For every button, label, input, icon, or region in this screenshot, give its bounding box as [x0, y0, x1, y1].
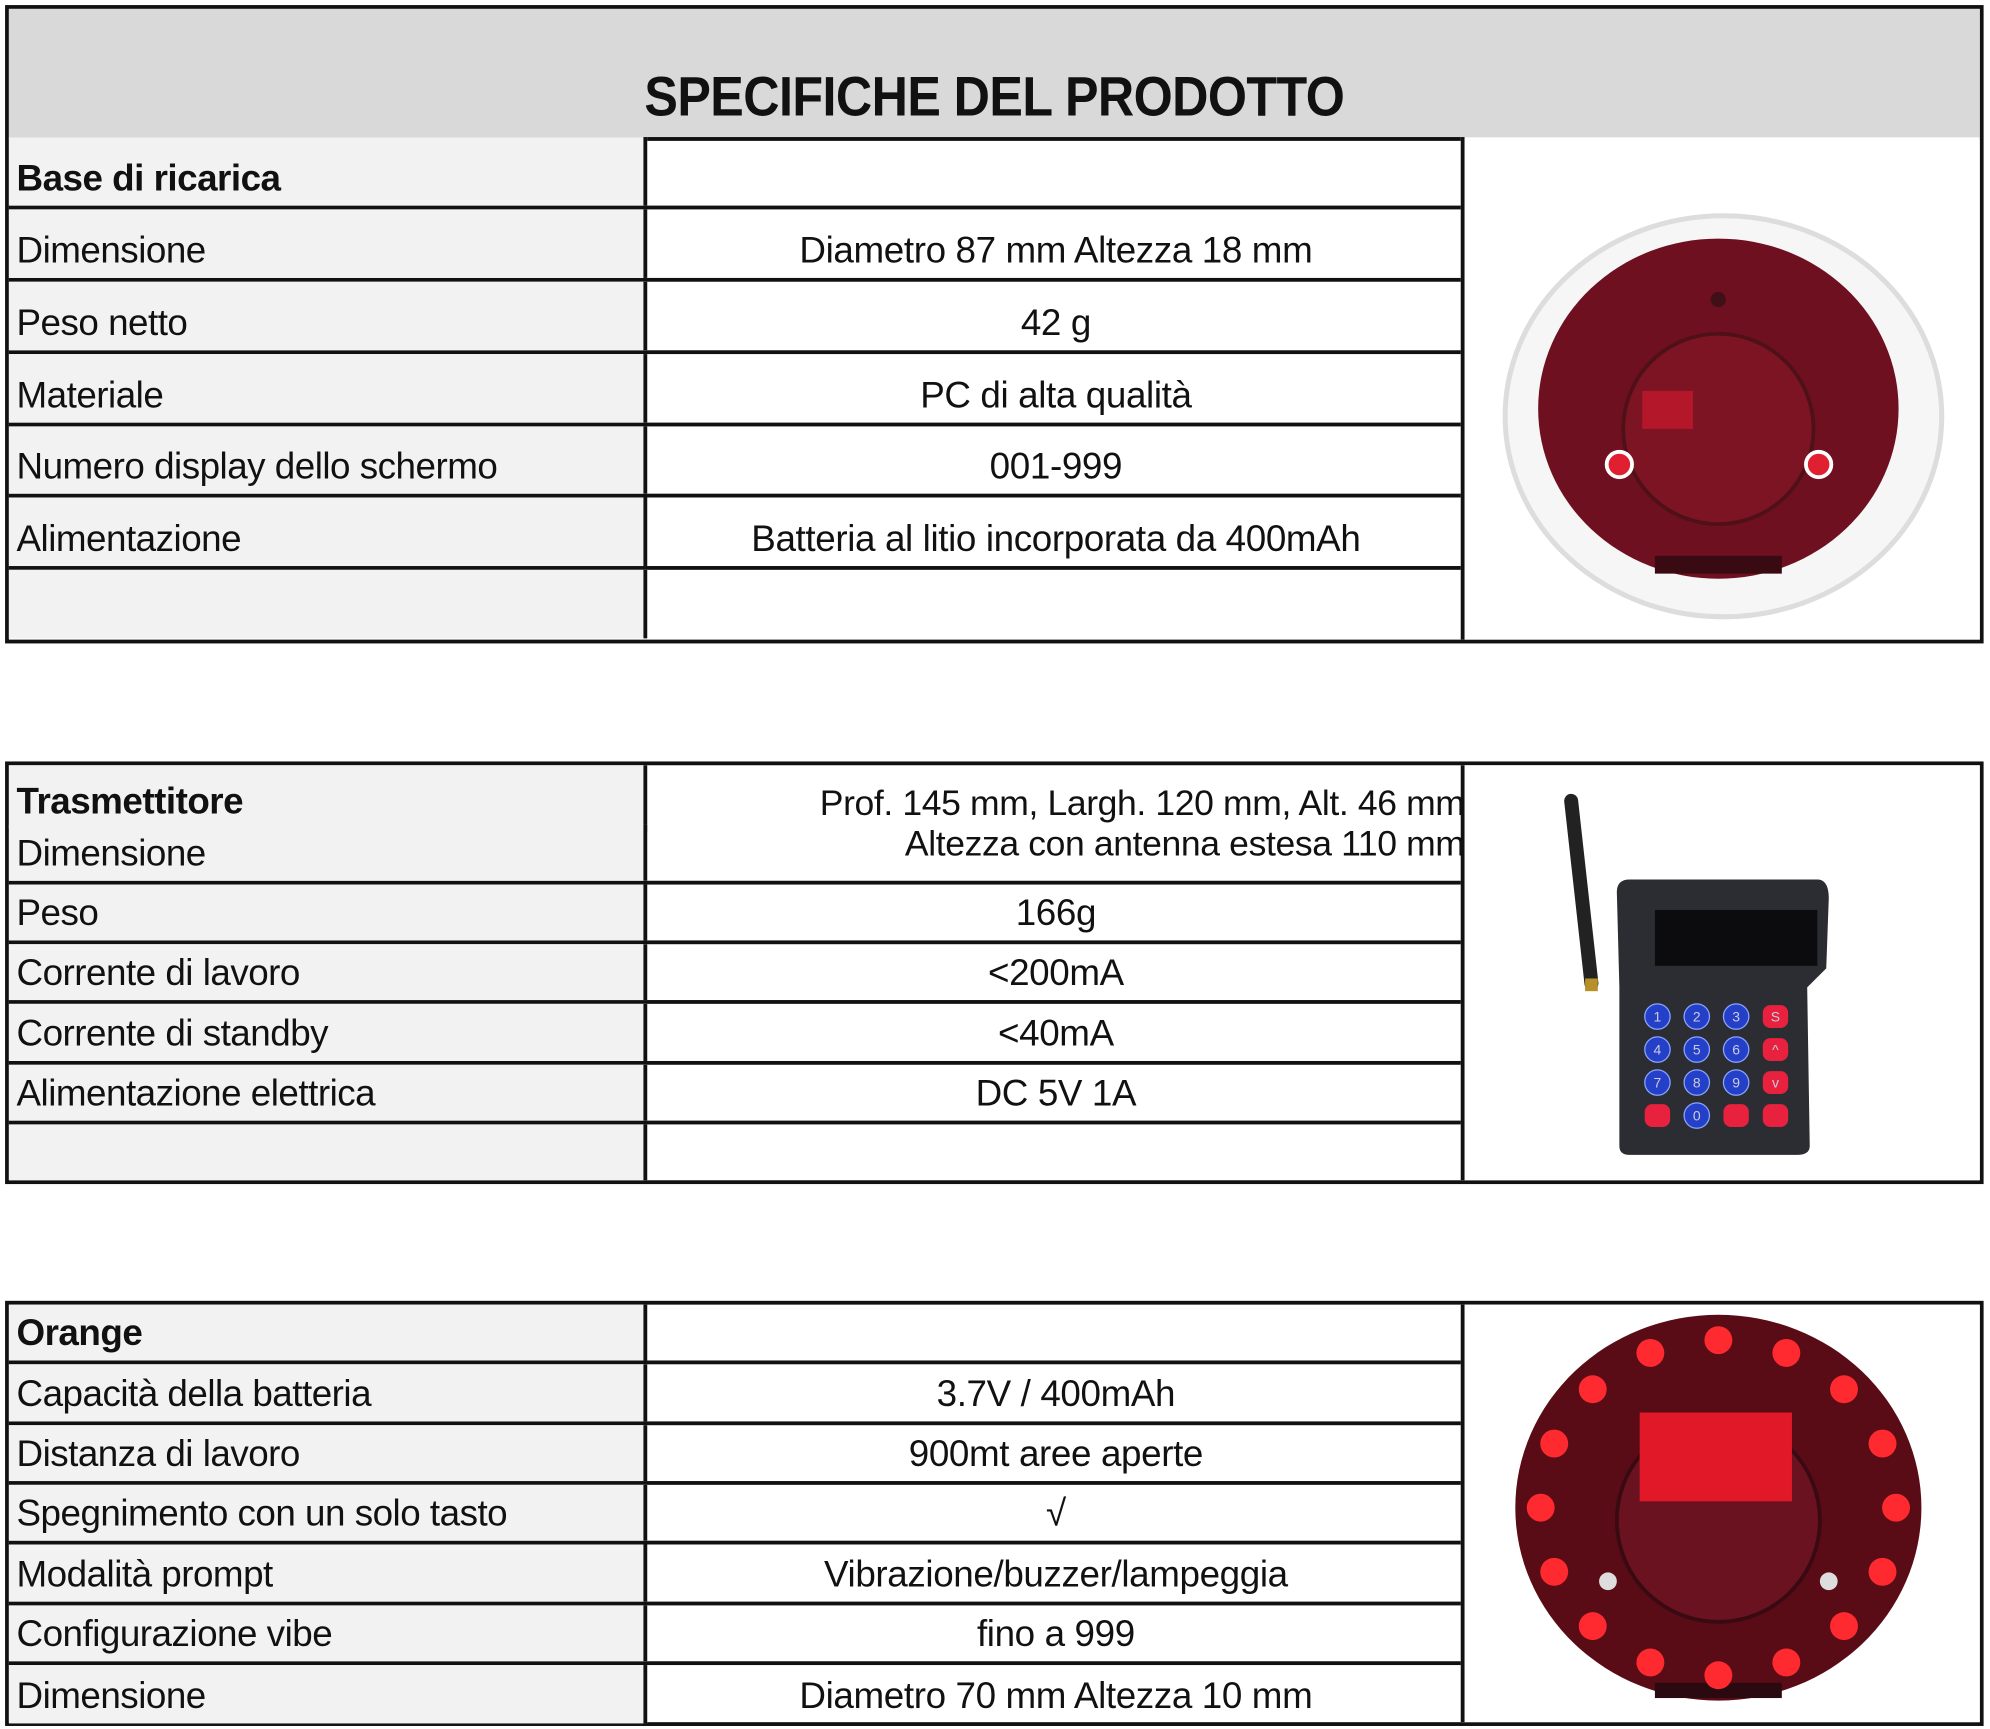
spec-value: √ — [1045, 1493, 1066, 1535]
spec-label: Dimensione — [9, 209, 647, 278]
spec-label: Trasmettitore — [9, 765, 647, 828]
spec-value: <200mA — [987, 953, 1124, 994]
table-row — [9, 282, 1465, 354]
table-row — [9, 1485, 1465, 1545]
led-icon — [1636, 1339, 1664, 1367]
led-icon — [1830, 1375, 1858, 1403]
led-icon — [1579, 1375, 1607, 1403]
led-icon — [1772, 1649, 1800, 1677]
spec-value — [647, 765, 1464, 888]
keypad-key-label: 4 — [1653, 1041, 1662, 1058]
keypad-key — [1763, 1005, 1788, 1028]
pager-image — [1461, 1305, 1980, 1723]
table-row — [9, 1004, 1465, 1065]
pager-photo-icon — [1465, 1305, 1984, 1723]
keypad-key — [1645, 1004, 1670, 1029]
spec-table-pager — [5, 1301, 1984, 1726]
table-row — [9, 1364, 1465, 1425]
table-row — [9, 426, 1465, 497]
spec-value-line: Altezza con antenna estesa 110 mm — [904, 823, 1465, 863]
spec-label: Dimensione — [9, 825, 647, 881]
spec-value — [647, 137, 1464, 206]
table-row — [9, 1305, 1465, 1365]
spec-label — [9, 1124, 647, 1180]
spec-value-line: Prof. 145 mm, Largh. 120 mm, Alt. 46 mm — [819, 783, 1465, 823]
spec-table-charging-base — [5, 5, 1984, 643]
spec-label: Peso netto — [9, 282, 647, 351]
keypad-key — [1684, 1103, 1709, 1128]
keypad-key-label: v — [1771, 1074, 1779, 1091]
table-row — [9, 1665, 1465, 1723]
spec-value: DC 5V 1A — [975, 1073, 1137, 1115]
keypad-key — [1723, 1037, 1748, 1062]
keypad-key-label: ^ — [1772, 1041, 1779, 1058]
keypad-key — [1645, 1070, 1670, 1095]
spec-label: Numero display dello schermo — [9, 426, 647, 493]
table-row — [9, 209, 1465, 281]
charging-base-image — [1461, 137, 1980, 640]
spec-value: <40mA — [998, 1014, 1114, 1055]
spec-value: Diametro 87 mm Altezza 18 mm — [799, 230, 1313, 272]
led-icon — [1579, 1612, 1607, 1640]
spec-label: Modalità prompt — [9, 1544, 647, 1601]
table-row — [9, 137, 1465, 209]
table-row — [9, 1605, 1465, 1665]
keypad-key-label: 9 — [1732, 1074, 1741, 1091]
spec-value: 900mt aree aperte — [908, 1434, 1204, 1475]
table-row — [9, 1544, 1465, 1605]
led-icon — [1540, 1558, 1568, 1586]
led-icon — [1869, 1430, 1897, 1458]
spec-label: Base di ricarica — [9, 137, 647, 206]
spec-value: 42 g — [1020, 303, 1091, 344]
spec-label: Corrente di standby — [9, 1004, 647, 1061]
spec-value — [647, 1305, 1464, 1361]
keypad-key-label: 5 — [1692, 1041, 1701, 1058]
keypad-key — [1763, 1104, 1788, 1127]
led-icon — [1869, 1558, 1897, 1586]
led-icon — [1704, 1661, 1732, 1689]
table-row — [9, 570, 1465, 639]
spec-value — [647, 1124, 1464, 1180]
keypad-key-label: 8 — [1692, 1074, 1701, 1091]
spec-label: Peso — [9, 885, 647, 941]
spec-table-transmitter — [5, 761, 1984, 1184]
transmitter-image — [1461, 765, 1980, 1180]
table-row — [9, 1124, 1465, 1180]
keypad-key-label: 7 — [1653, 1074, 1662, 1091]
spec-label: Distanza di lavoro — [9, 1425, 647, 1481]
title-text: SPECIFICHE DEL PRODOTTO — [644, 65, 1345, 129]
spec-value: Diametro 70 mm Altezza 10 mm — [799, 1676, 1313, 1718]
led-icon — [1636, 1649, 1664, 1677]
page-title — [9, 9, 1980, 141]
keypad-key-label: 0 — [1692, 1107, 1701, 1124]
led-icon — [1540, 1430, 1568, 1458]
led-icon — [1527, 1494, 1555, 1522]
spec-value: Batteria al litio incorporata da 400mAh — [751, 519, 1361, 560]
table-row — [9, 885, 1465, 945]
keypad-key — [1684, 1004, 1709, 1029]
spec-label: Corrente di lavoro — [9, 944, 647, 1000]
spec-label: Orange — [9, 1305, 647, 1361]
table-row — [9, 1065, 1465, 1125]
spec-value: fino a 999 — [976, 1614, 1135, 1655]
spec-value: 166g — [1015, 893, 1097, 935]
keypad-key — [1645, 1037, 1670, 1062]
keypad-key — [1723, 1104, 1748, 1127]
keypad-key-label: 6 — [1732, 1041, 1741, 1058]
keypad-key — [1763, 1038, 1788, 1061]
spec-value: PC di alta qualità — [920, 375, 1192, 417]
led-icon — [1830, 1612, 1858, 1640]
spec-label: Alimentazione — [9, 497, 647, 566]
spec-label: Dimensione — [9, 1665, 647, 1723]
spec-value: 3.7V / 400mAh — [936, 1374, 1176, 1416]
led-icon — [1772, 1339, 1800, 1367]
spec-value: 001-999 — [989, 446, 1123, 488]
keypad-key — [1723, 1004, 1748, 1029]
charging-base-photo-icon — [1465, 137, 1984, 640]
keypad-key — [1684, 1070, 1709, 1095]
table-row — [9, 1425, 1465, 1485]
keypad-key — [1723, 1070, 1748, 1095]
table-row — [9, 497, 1465, 569]
spec-label: Configurazione vibe — [9, 1605, 647, 1661]
spec-label: Capacità della batteria — [9, 1364, 647, 1421]
keypad-key — [1645, 1104, 1670, 1127]
keypad-key-label: 2 — [1692, 1008, 1701, 1025]
spec-label: Alimentazione elettrica — [9, 1065, 647, 1121]
transmitter-photo-icon — [1465, 765, 1984, 1180]
keypad-key-label: S — [1770, 1008, 1781, 1025]
led-icon — [1882, 1494, 1910, 1522]
keypad-key — [1684, 1037, 1709, 1062]
keypad-key-label: 3 — [1732, 1008, 1741, 1025]
spec-label — [9, 570, 647, 639]
spec-label: Materiale — [9, 354, 647, 423]
table-row — [9, 354, 1465, 426]
spec-value: Vibrazione/buzzer/lampeggia — [824, 1554, 1288, 1596]
spec-value — [647, 570, 1464, 639]
led-icon — [1704, 1326, 1732, 1354]
table-row — [9, 944, 1465, 1004]
keypad-key-label: 1 — [1653, 1008, 1662, 1025]
spec-label: Spegnimento con un solo tasto — [9, 1485, 647, 1541]
keypad-key — [1763, 1071, 1788, 1094]
